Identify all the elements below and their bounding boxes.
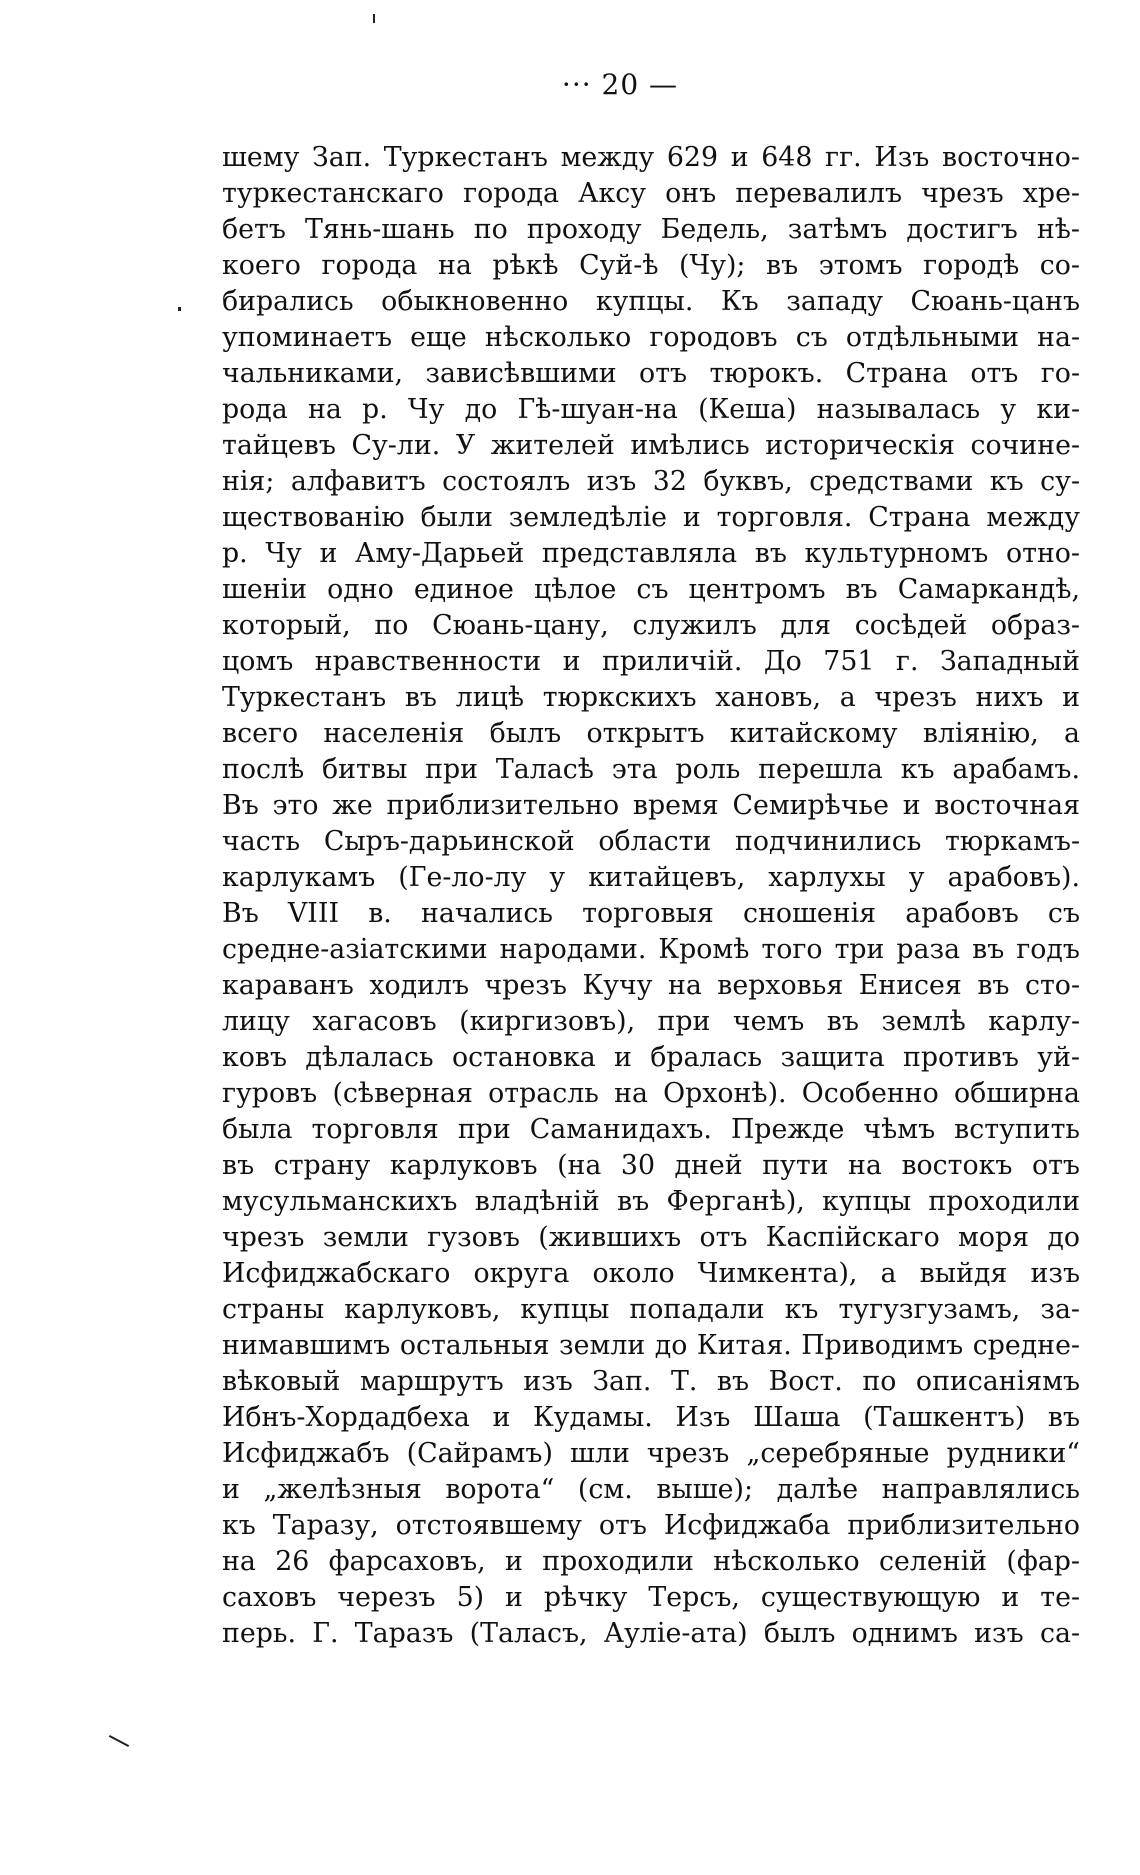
text-line: чрезъ земли гузовъ (жившихъ отъ Каспійскаго моря до bbox=[222, 1222, 1080, 1253]
scan-speck bbox=[178, 307, 181, 311]
text-line: туркестанскаго города Аксу онъ перевалилъ чрезъ хре- bbox=[222, 178, 1080, 209]
text-line: Исфиджабъ (Сайрамъ) шли чрезъ „серебряные рудники“ bbox=[222, 1438, 1080, 1469]
text-line: всего населенія былъ открытъ китайскому вліянію, а bbox=[222, 718, 1080, 749]
text-line: послѣ битвы при Таласѣ эта роль перешла къ арабамъ. bbox=[222, 754, 1080, 785]
text-line: рода на р. Чу до Гѣ-шуан-на (Кеша) называлась у ки- bbox=[222, 394, 1080, 425]
text-line: упоминаетъ еще нѣсколько городовъ съ отдѣльными на- bbox=[222, 322, 1080, 353]
text-line: ществованію были земледѣліе и торговля. Страна между bbox=[222, 502, 1080, 533]
text-line: на 26 фарсаховъ, и проходили нѣсколько селеній (фар- bbox=[222, 1546, 1080, 1577]
text-line: была торговля при Саманидахъ. Прежде чѣмъ вступить bbox=[222, 1114, 1080, 1145]
text-line: коего города на рѣкѣ Суй-ѣ (Чу); въ этомъ городѣ со- bbox=[222, 250, 1080, 281]
text-line: Въ это же приблизительно время Семирѣчье и восточная bbox=[222, 790, 1080, 821]
text-line: и „желѣзныя ворота“ (см. выше); далѣе направлялись bbox=[222, 1474, 1080, 1505]
text-line: нія; алфавитъ состоялъ изъ 32 буквъ, средствами къ су- bbox=[222, 466, 1080, 497]
text-line: перь. Г. Таразъ (Таласъ, Ауліе-ата) былъ однимъ изъ са- bbox=[222, 1618, 1080, 1649]
scan-speck bbox=[109, 1735, 129, 1747]
text-line: средне-азіатскими народами. Кромѣ того три раза въ годъ bbox=[222, 934, 1080, 965]
text-line: мусульманскихъ владѣній въ Ферганѣ), купцы проходили bbox=[222, 1186, 1080, 1217]
text-line: карлукамъ (Ге-ло-лу у китайцевъ, харлухы у арабовъ). bbox=[222, 862, 1080, 893]
text-line: лицу хагасовъ (киргизовъ), при чемъ въ землѣ карлу- bbox=[222, 1006, 1080, 1037]
text-line: чальниками, зависѣвшими отъ тюрокъ. Страна отъ го- bbox=[222, 358, 1080, 389]
scan-speck bbox=[373, 14, 375, 23]
text-line: караванъ ходилъ чрезъ Кучу на верховья Енисея въ сто- bbox=[222, 970, 1080, 1001]
text-line: Туркестанъ въ лицѣ тюркскихъ хановъ, а чрезъ нихъ и bbox=[222, 682, 1080, 713]
text-line: нимавшимъ остальныя земли до Китая. Приводимъ средне- bbox=[222, 1330, 1080, 1361]
text-line: Въ VIII в. начались торговыя сношенія арабовъ съ bbox=[222, 898, 1080, 929]
text-line: бирались обыкновенно купцы. Къ западу Сюань-цанъ bbox=[222, 286, 1080, 317]
text-line: Исфиджабскаго округа около Чимкента), а выйдя изъ bbox=[222, 1258, 1080, 1289]
body-text bbox=[222, 140, 1080, 1652]
text-line: Ибнъ-Хордадбеха и Кудамы. Изъ Шаша (Ташкентъ) въ bbox=[222, 1402, 1080, 1433]
text-line: саховъ черезъ 5) и рѣчку Терсъ, существующую и те- bbox=[222, 1582, 1080, 1613]
text-line: р. Чу и Аму-Дарьей представляла въ культурномъ отно- bbox=[222, 538, 1080, 569]
text-line: шему Зап. Туркестанъ между 629 и 648 гг. Изъ восточно- bbox=[222, 142, 1080, 173]
text-line: ковъ дѣлалась остановка и бралась защита противъ уй- bbox=[222, 1042, 1080, 1073]
text-line: цомъ нравственности и приличій. До 751 г. Западный bbox=[222, 646, 1080, 677]
text-line: гуровъ (сѣверная отрасль на Орхонѣ). Особенно обширна bbox=[222, 1078, 1080, 1109]
text-line: часть Сыръ-дарьинской области подчинились тюркамъ- bbox=[222, 826, 1080, 857]
text-line: тайцевъ Су-ли. У жителей имѣлись историческія сочине- bbox=[222, 430, 1080, 461]
text-line: который, по Сюань-цану, служилъ для сосѣдей образ- bbox=[222, 610, 1080, 641]
text-line: шеніи одно единое цѣлое съ центромъ въ Самаркандѣ, bbox=[222, 574, 1080, 605]
text-line: въ страну карлуковъ (на 30 дней пути на востокъ отъ bbox=[222, 1150, 1080, 1181]
text-line: страны карлуковъ, купцы попадали къ тугузгузамъ, за- bbox=[222, 1294, 1080, 1325]
text-line: вѣковый маршрутъ изъ Зап. Т. въ Вост. по описаніямъ bbox=[222, 1366, 1080, 1397]
page-number: ··· 20 — bbox=[561, 68, 679, 101]
text-line: къ Таразу, отстоявшему отъ Исфиджаба приблизительно bbox=[222, 1510, 1080, 1541]
text-line: бетъ Тянь-шань по проходу Бедель, затѣмъ достигъ нѣ- bbox=[222, 214, 1080, 245]
